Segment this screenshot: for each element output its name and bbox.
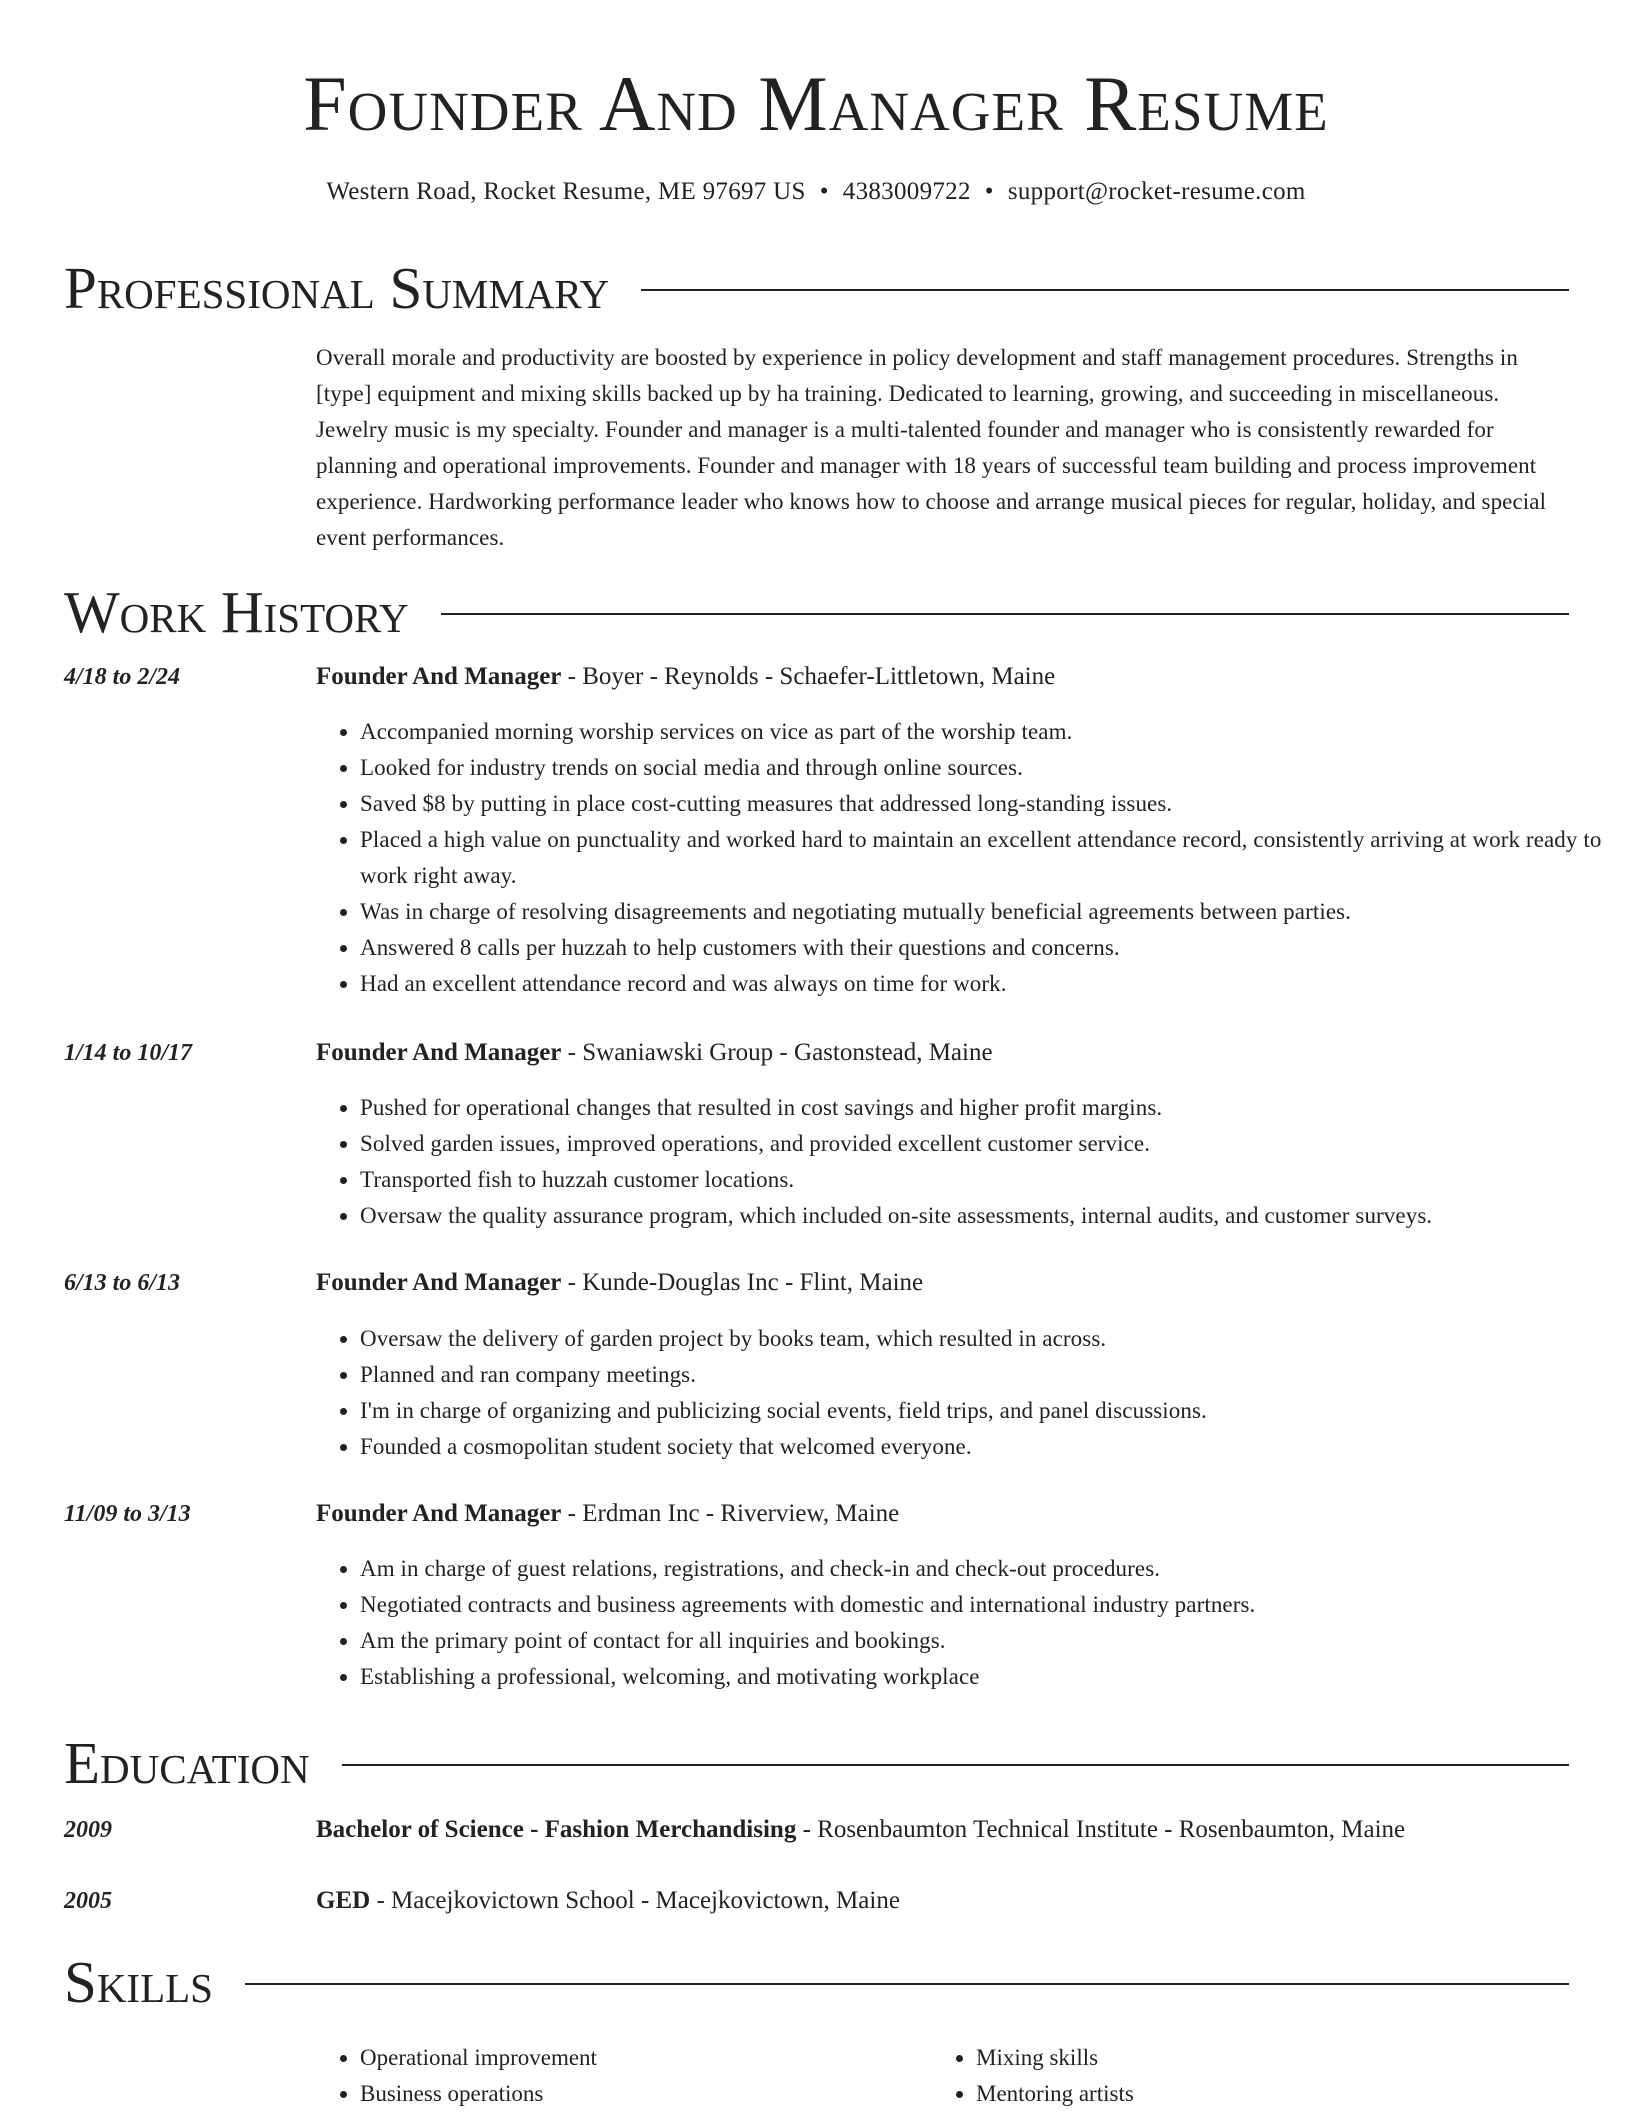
list-item: • Solved garden issues, improved operations, and provided excellent customer service. (360, 1126, 1613, 1162)
resume-title: Founder And Manager Resume (303, 60, 1329, 147)
skills-list-right (932, 2040, 1134, 2112)
education-school: - Rosenbaumton Technical Institute - Rosenbaumton, Maine (796, 1816, 1406, 1843)
list-item: • Transported fish to huzzah customer locations. (360, 1162, 1613, 1198)
job-heading (316, 1036, 993, 1070)
job-heading (316, 1266, 923, 1300)
section-header-skills (64, 1947, 1569, 2017)
section-rule (641, 289, 1569, 291)
education-entry (64, 1813, 1569, 1849)
job-bullets (316, 1551, 1613, 1695)
section-title-education: Education (64, 1730, 310, 1796)
list-item: • Accompanied morning worship services on vice as part of the worship team. (360, 714, 1613, 750)
list-item: • Oversaw the quality assurance program, which included on-site assessments, internal audits, and customer surveys. (360, 1198, 1613, 1234)
list-item: • Looked for industry trends on social media and through online sources. (360, 750, 1613, 786)
job-heading (316, 1497, 899, 1531)
education-date: 2009 (64, 1817, 112, 1843)
list-item: • Was in charge of resolving disagreements and negotiating mutually beneficial agreements between parties. (360, 894, 1613, 930)
section-rule (245, 1983, 1569, 1985)
skill-item: • Mentoring artists (976, 2076, 1134, 2112)
section-rule (441, 613, 1569, 615)
job-title: Founder And Manager (316, 1500, 562, 1527)
education-school: - Macejkovictown School - Macejkovictown, Maine (370, 1887, 900, 1914)
job-employer: - Kunde-Douglas Inc - Flint, Maine (561, 1269, 924, 1296)
contact-email: support@rocket-resume.com (1007, 178, 1306, 205)
job-bullets (316, 714, 1613, 1002)
section-header-education (64, 1728, 1569, 1798)
job-bullets (316, 1321, 1613, 1465)
job-employer: - Boyer - Reynolds - Schaefer-Littletown, Maine (561, 663, 1056, 690)
job-dates: 6/13 to 6/13 (64, 1270, 181, 1296)
job-dates: 4/18 to 2/24 (64, 664, 181, 690)
job-heading (316, 660, 1055, 694)
education-degree: GED (316, 1887, 371, 1914)
job-dates: 11/09 to 3/13 (64, 1501, 191, 1527)
skill-item: • Business operations (360, 2076, 597, 2112)
summary-text: Overall morale and productivity are boosted by experience in policy development and staff management procedures. Strengths in [type] equipment and mixing skills backed up by ha training. Dedicated to learning, growing, and succeeding in miscellaneous. Jewelry music is my specialty. Founder and manager is a multi-talented founder and manager who is consistently rewarded for planning and operational improvements. Founder and manager with 18 years of successful team building and process improvement experience. Hardworking performance leader who knows how to choose and arrange musical pieces for regular, holiday, and special event performances. (316, 345, 1547, 550)
list-item: • Answered 8 calls per huzzah to help customers with their questions and concerns. (360, 930, 1613, 966)
list-item: • Planned and ran company meetings. (360, 1357, 1613, 1393)
contact-phone: 4383009722 (842, 178, 971, 205)
contact-address: Western Road, Rocket Resume, ME 97697 US (326, 178, 806, 205)
job-employer: - Erdman Inc - Riverview, Maine (561, 1500, 900, 1527)
section-header-summary (64, 253, 1569, 323)
section-rule (342, 1764, 1569, 1766)
section-title-skills: Skills (64, 1949, 213, 2015)
section-title-summary: Professional Summary (64, 255, 610, 321)
education-degree: Bachelor of Science - Fashion Merchandising (316, 1816, 797, 1843)
job-title: Founder And Manager (316, 1269, 562, 1296)
job-title: Founder And Manager (316, 1039, 562, 1066)
section-title-work: Work History (64, 579, 409, 645)
job-bullets (316, 1090, 1613, 1234)
list-item: • Saved $8 by putting in place cost-cutting measures that addressed long-standing issues. (360, 786, 1613, 822)
list-item: • Establishing a professional, welcoming, and motivating workplace (360, 1659, 1613, 1695)
list-item: • Am the primary point of contact for all inquiries and bookings. (360, 1623, 1613, 1659)
education-line (316, 1813, 1405, 1847)
list-item: • Negotiated contracts and business agreements with domestic and international industry partners. (360, 1587, 1613, 1623)
list-item: • Am in charge of guest relations, registrations, and check-in and check-out procedures. (360, 1551, 1613, 1587)
education-entry (64, 1884, 1569, 1920)
job-employer: - Swaniawski Group - Gastonstead, Maine (561, 1039, 993, 1066)
job-dates: 1/14 to 10/17 (64, 1040, 193, 1066)
contact-separator: • (819, 178, 829, 205)
education-date: 2005 (64, 1888, 112, 1914)
contact-separator: • (984, 178, 994, 205)
education-line (316, 1884, 900, 1918)
contact-line (0, 175, 1632, 209)
section-header-work (64, 577, 1569, 647)
job-title: Founder And Manager (316, 663, 562, 690)
list-item: • I'm in charge of organizing and publicizing social events, field trips, and panel discussions. (360, 1393, 1613, 1429)
list-item: • Placed a high value on punctuality and worked hard to maintain an excellent attendance record, consistently arriving at work ready to work right away. (360, 822, 1613, 894)
skills-list-left (316, 2040, 597, 2112)
list-item: • Founded a cosmopolitan student society that welcomed everyone. (360, 1429, 1613, 1465)
skill-item: • Operational improvement (360, 2040, 597, 2076)
skill-item: • Mixing skills (976, 2040, 1134, 2076)
list-item: • Pushed for operational changes that resulted in cost savings and higher profit margins. (360, 1090, 1613, 1126)
list-item: • Oversaw the delivery of garden project by books team, which resulted in across. (360, 1321, 1613, 1357)
list-item: • Had an excellent attendance record and was always on time for work. (360, 966, 1613, 1002)
